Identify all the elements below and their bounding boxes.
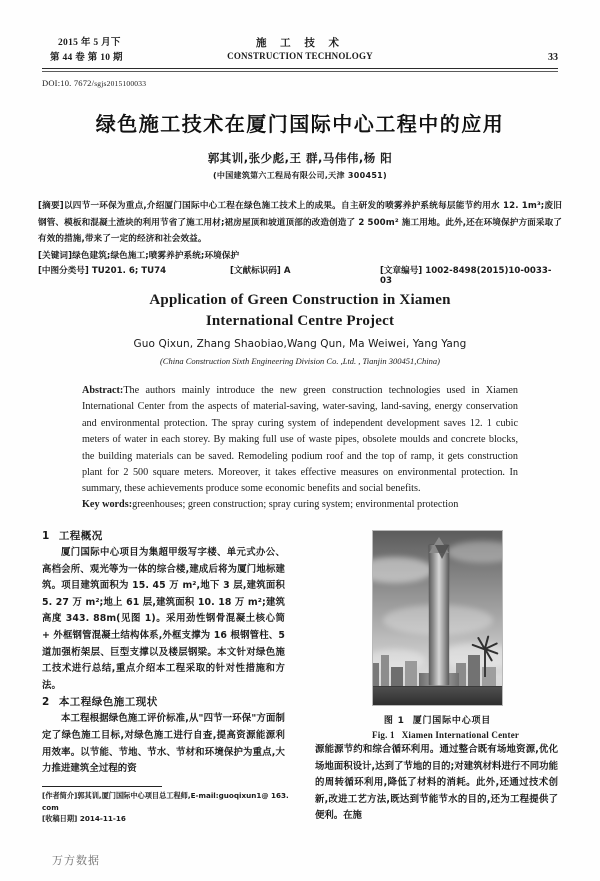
page-title-en-line1: Application of Green Construction in Xiamen <box>149 292 451 308</box>
volume-issue: 第 44 卷 第 10 期 <box>50 53 123 63</box>
affiliation-en: (China Construction Sixth Engineering Division Co. ,Ltd. , Tianjin 300451,China) <box>159 356 441 366</box>
received-date-label: [收稿日期] <box>42 814 78 824</box>
section-1-paragraph: 厦门国际中心项目为集超甲级写字楼、单元式办公、高档会所、观光等为一体的综合楼,建成后将为厦门地标建筑。项目建筑面积为 15. 45 万 m²,地下 3 层,建筑面积 5. 27 万 m²;地上 61 层,建筑面积 10. 18 万 m²;建筑高度 343. 88m(见图 1)。采用劲性钢骨混凝土核心筒 + 外框钢管混凝土结构体系,外框支撑为 16 根钢管柱、5 道加强桁架层、巨型支撑以及楼层钢梁。本文针对绿色施工技术进行总结,重点介绍本工程采取的针对性措施和方法。 <box>42 547 285 691</box>
affiliation-cn: (中国建筑第六工程局有限公司,天津 300451) <box>212 171 388 180</box>
header-divider <box>42 68 558 72</box>
palm-tree <box>472 635 498 675</box>
page-number: 33 <box>548 52 558 63</box>
abstract-en-text: The authors mainly introduce the new green construction technologies used in Xiamen International Center from the aspects of material-saving, water-saving, land-saving, energy conservation and environmental protection. The spray curing system of independent development saves 12. 1 cubic meters of water in each storey. By making full use of waste pipes, obsolete moulds and concrete blocks, the building materials can be saved. Remodeling podium roof and the top of ramp, it gets construction plant for 2 500 square meters. Moreover, it takes effective measures on environmental protection. In summary, these achievements produce some economic benefits and social benefits. <box>82 385 518 495</box>
authors-en: Guo Qixun, Zhang Shaobiao,Wang Qun, Ma Weiwei, Yang Yang <box>133 338 467 350</box>
keywords-cn-text: 绿色建筑;绿色施工;喷雾养护系统;环境保护 <box>72 250 240 261</box>
section-heading-2 <box>42 694 285 711</box>
authors-cn: 郭其训,张少彪,王 群,马伟伟,杨 阳 <box>207 151 393 165</box>
footnote-block <box>42 790 290 825</box>
abstract-cn-body <box>38 198 562 248</box>
doc-code-value: A <box>283 266 291 276</box>
doi-line <box>42 78 146 88</box>
abstract-en <box>82 383 518 498</box>
received-date-line <box>42 813 290 825</box>
foreground-ground <box>373 687 502 705</box>
article-id-label: [文章编号] <box>380 266 423 276</box>
journal-title-en: CONSTRUCTION TECHNOLOGY <box>227 51 373 61</box>
author-bio-label: [作者简介] <box>42 791 78 800</box>
issue-date: 2015 年 5 月下 <box>58 38 121 48</box>
keywords-cn-label: [关键词] <box>38 250 73 261</box>
figure-1-number-en: Fig. 1 <box>372 730 395 740</box>
keywords-en-text: greenhouses; green construction; spray curing system; environmental protection <box>132 499 459 510</box>
running-head-center <box>42 36 558 63</box>
keywords-cn-body <box>38 248 562 265</box>
article-id-value: 1002-8498(2015)10-0033-03 <box>380 266 552 286</box>
page-title-cn: 绿色施工技术在厦门国际中心工程中的应用 <box>95 112 505 136</box>
clc-value: TU201. 6; TU74 <box>91 266 167 276</box>
clc-label: [中图分类号] <box>38 266 89 276</box>
page-title-en-line2: International Centre Project <box>205 313 395 329</box>
database-brand: 万方数据 <box>52 854 100 867</box>
section-2-paragraph-part1: 本工程根据绿色施工评价标准,从"四节一环保"方面制定了绿色施工目标,对绿色施工进行自查,提高资源能源利用效率。以节能、节地、节水、节材和环境保护为重点,大力推进建筑全过程的资 <box>42 713 285 775</box>
figure-1-caption-en-text: Xiamen International Center <box>401 730 520 740</box>
figure-1-number-cn: 图 1 <box>383 716 405 726</box>
section-2-paragraph-part2: 源能源节约和综合循环利用。通过整合既有场地资源,优化场地面积设计,达到了节地的目的;对建筑材料进行不同功能的周转循环利用,降低了材料的消耗。此外,还通过技术创新,改进工艺方法,既达到节能节水的目的,还为工程提供了便利。在施 <box>315 744 558 822</box>
doi-suffix: sgjs2015100033 <box>94 79 147 88</box>
section-1-title: 工程概况 <box>58 530 103 542</box>
abstract-en-label: Abstract: <box>82 385 124 396</box>
section-1-number: 1 <box>42 530 50 542</box>
journal-title-cn: 施 工 技 术 <box>256 37 344 49</box>
doc-code-label: [文献标识码] <box>230 266 281 276</box>
tower-notch <box>435 545 449 559</box>
figure-1-caption-cn <box>372 713 503 726</box>
received-date-value: 2014-11-16 <box>79 814 126 824</box>
abstract-cn-label: [摘要] <box>38 201 64 211</box>
figure-1-caption-en <box>372 730 520 740</box>
figure-1 <box>372 530 520 740</box>
author-bio-text: 郭其训,厦门国际中心项目总工程师,E-mail:guoqixun1@ 163. com <box>42 791 289 812</box>
cloud-shape <box>447 541 503 563</box>
author-bio-line <box>42 790 290 813</box>
section-2-title: 本工程绿色施工现状 <box>58 696 158 709</box>
abstract-cn <box>38 198 562 264</box>
footnote-divider <box>42 786 162 787</box>
body-column-left <box>42 528 285 778</box>
figure-1-caption-cn-text: 厦门国际中心项目 <box>412 716 492 726</box>
skyscraper-tower <box>429 545 449 685</box>
keywords-en <box>82 497 518 513</box>
figure-1-photo <box>372 530 503 706</box>
page-title-en <box>60 290 540 332</box>
clc-group <box>38 264 230 290</box>
cloud-shape <box>372 557 433 583</box>
doi-prefix: DOI:10. 7672/ <box>42 78 95 88</box>
doc-code-group <box>230 264 380 286</box>
section-2-number: 2 <box>42 696 50 709</box>
section-heading-1 <box>42 528 285 545</box>
abstract-cn-text: 以四节一环保为重点,介绍厦门国际中心工程在绿色施工技术上的成果。自主研发的喷雾养护系统每层能节约用水 12. 1m³;废旧钢管、模板和混凝土渣块的利用节省了施工用材;裙房屋顶和坡道顶部的改造创造了 2 500m² 施工用地。此外,还在环境保护方面采取了有效的措施,带来了一定的经济和社会效益。 <box>38 201 562 244</box>
keywords-en-label: Key words: <box>82 499 133 510</box>
